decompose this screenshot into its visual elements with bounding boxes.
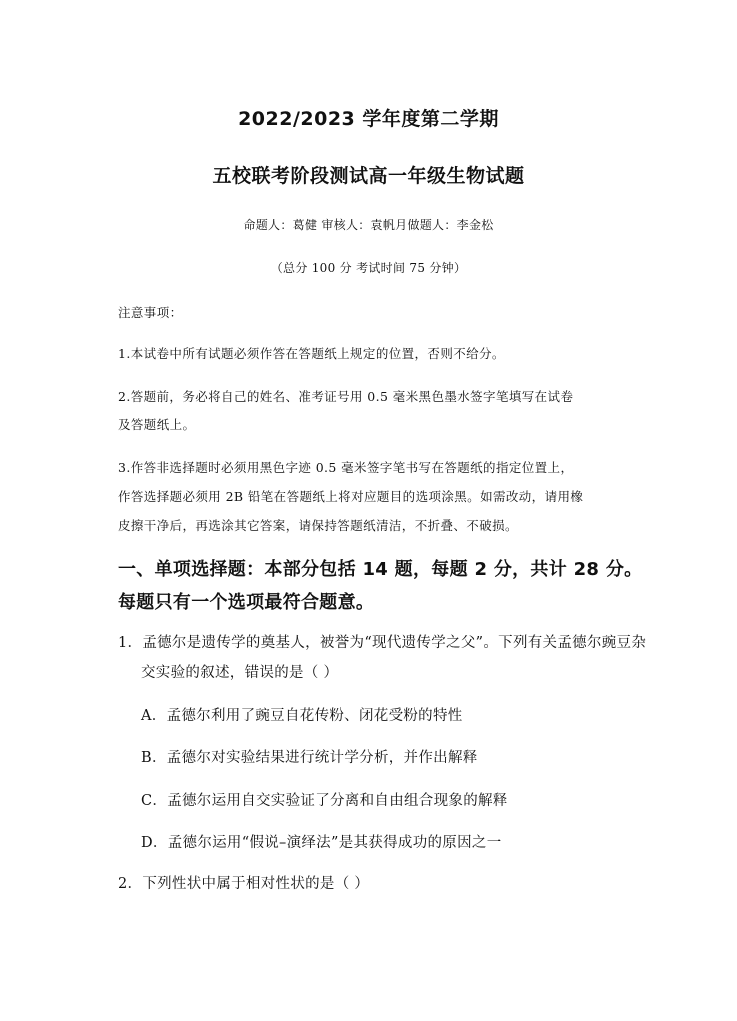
question-1-stem-line-1: 1．孟德尔是遗传学的奠基人，被誉为“现代遗传学之父”。下列有关孟德尔豌豆杂 <box>118 635 647 651</box>
note-item-2-line-2: 及答题纸上。 <box>118 417 196 432</box>
question-1-option-d: D．孟德尔运用“假说–演绎法”是其获得成功的原因之一 <box>141 835 502 851</box>
question-1-option-c: C．孟德尔运用自交实验证了分离和自由组合现象的解释 <box>141 793 508 809</box>
exam-score-time: （总分 100 分 考试时间 75 分钟） <box>270 261 467 275</box>
exam-authors: 命题人：葛健 审核人：袁帆月做题人：李金松 <box>243 218 494 232</box>
note-item-3-line-1: 3.作答非选择题时必须用黑色字迹 0.5 毫米签字笔书写在答题纸的指定位置上， <box>118 460 574 475</box>
exam-subject-title: 五校联考阶段测试高一年级生物试题 <box>212 165 525 187</box>
note-item-3-line-2: 作答选择题必须用 2B 铅笔在答题纸上将对应题目的选项涂黑。如需改动，请用橡 <box>118 489 584 504</box>
note-item-2-line-1: 2.答题前，务必将自己的姓名、准考证号用 0.5 毫米黑色墨水签字笔填写在试卷 <box>118 389 574 404</box>
question-1-stem-line-2: 交实验的叙述，错误的是（ ） <box>141 665 339 681</box>
question-1-option-b: B．孟德尔对实验结果进行统计学分析，并作出解释 <box>141 750 478 766</box>
question-1-option-a: A．孟德尔利用了豌豆自花传粉、闭花受粉的特性 <box>141 708 463 724</box>
note-item-3-line-3: 皮擦干净后，再选涂其它答案，请保持答题纸清洁，不折叠、不破损。 <box>118 518 518 533</box>
section-1-heading-line-2: 每题只有一个选项最符合题意。 <box>118 592 375 613</box>
question-2-stem: 2．下列性状中属于相对性状的是（ ） <box>118 876 370 892</box>
note-item-1: 1.本试卷中所有试题必须作答在答题纸上规定的位置，否则不给分。 <box>118 346 505 361</box>
notes-heading: 注意事项： <box>118 305 183 320</box>
exam-term-title: 2022/2023 学年度第二学期 <box>238 108 499 130</box>
section-1-heading-line-1: 一、单项选择题：本部分包括 14 题，每题 2 分，共计 28 分。 <box>118 559 643 580</box>
